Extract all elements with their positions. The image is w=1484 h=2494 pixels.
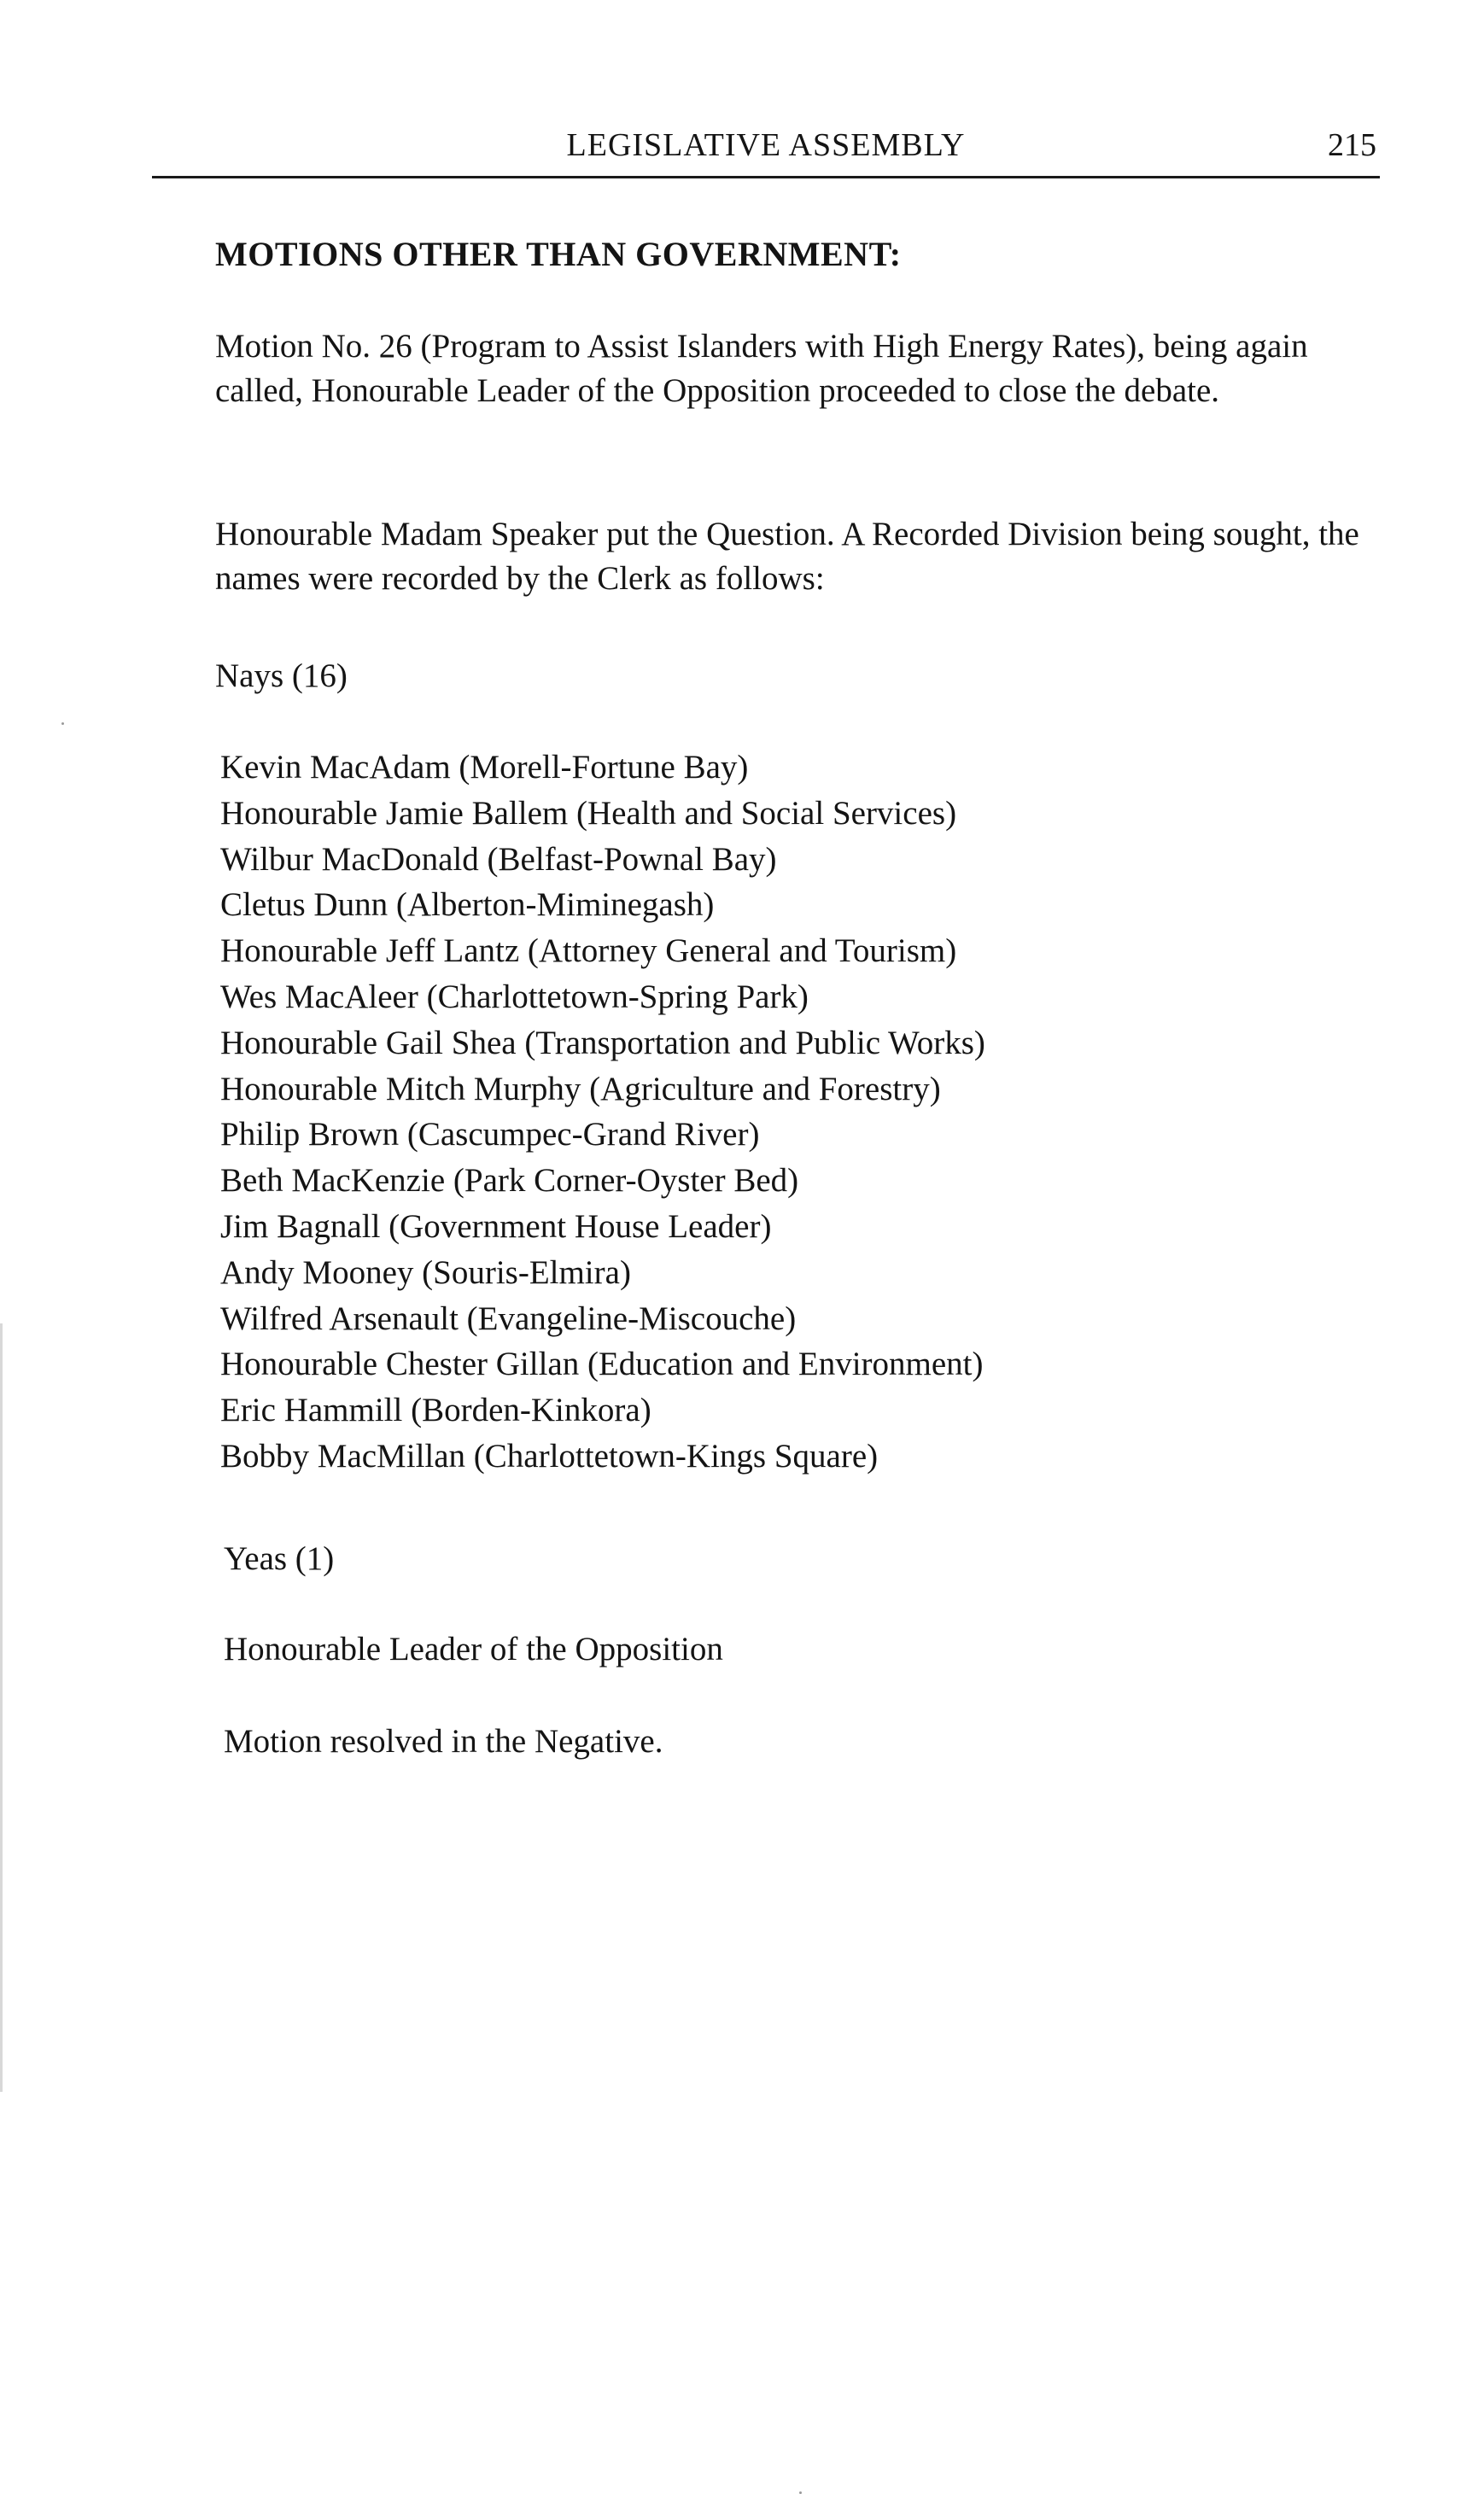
nays-member: Honourable Jeff Lantz (Attorney General and Tourism)	[220, 932, 957, 970]
running-head	[152, 125, 1380, 178]
nays-member: Kevin MacAdam (Morell-Fortune Bay)	[220, 749, 749, 786]
yeas-member: Honourable Leader of the Opposition	[224, 1631, 723, 1668]
section-heading: MOTIONS OTHER THAN GOVERNMENT:	[215, 235, 902, 273]
page-number: 215	[1328, 127, 1376, 163]
nays-member: Honourable Jamie Ballem (Health and Social Services)	[220, 794, 957, 832]
nays-member: Wilbur MacDonald (Belfast-Pownal Bay)	[220, 840, 777, 878]
nays-member: Honourable Chester Gillan (Education and Environment)	[220, 1346, 984, 1383]
nays-member: Bobby MacMillan (Charlottetown-Kings Square)	[220, 1437, 879, 1475]
nays-member: Beth MacKenzie (Park Corner-Oyster Bed)	[220, 1162, 799, 1200]
nays-member: Andy Mooney (Souris-Elmira)	[220, 1253, 631, 1291]
nays-member: Wes MacAleer (Charlottetown-Spring Park)	[220, 978, 809, 1015]
nays-member: Eric Hammill (Borden-Kinkora)	[220, 1392, 651, 1429]
yeas-heading: Yeas (1)	[224, 1540, 335, 1577]
nays-member: Wilfred Arsenault (Evangeline-Miscouche)	[220, 1300, 797, 1337]
scan-speck	[61, 722, 64, 725]
nays-member: Honourable Gail Shea (Transportation and Public Works)	[220, 1024, 985, 1061]
yeas-list	[224, 1627, 723, 1672]
scan-edge-shadow	[0, 1323, 3, 2092]
motion-result: Motion resolved in the Negative.	[224, 1723, 663, 1760]
nays-list	[220, 745, 985, 1480]
nays-member: Honourable Mitch Murphy (Agriculture and Forestry)	[220, 1070, 941, 1107]
question-paragraph: Honourable Madam Speaker put the Question. A Recorded Division being sought, the names were recorded by the Clerk as follows:	[215, 516, 1359, 597]
nays-heading: Nays (16)	[215, 657, 348, 694]
nays-member: Cletus Dunn (Alberton-Miminegash)	[220, 886, 715, 924]
nays-member: Jim Bagnall (Government House Leader)	[220, 1207, 772, 1245]
nays-member: Philip Brown (Cascumpec-Grand River)	[220, 1116, 760, 1154]
running-title: LEGISLATIVE ASSEMBLY	[566, 127, 966, 163]
motion-paragraph: Motion No. 26 (Program to Assist Islanders with High Energy Rates), being again called, Honourable Leader of the Opposition proceeded to close the debate.	[215, 328, 1308, 409]
